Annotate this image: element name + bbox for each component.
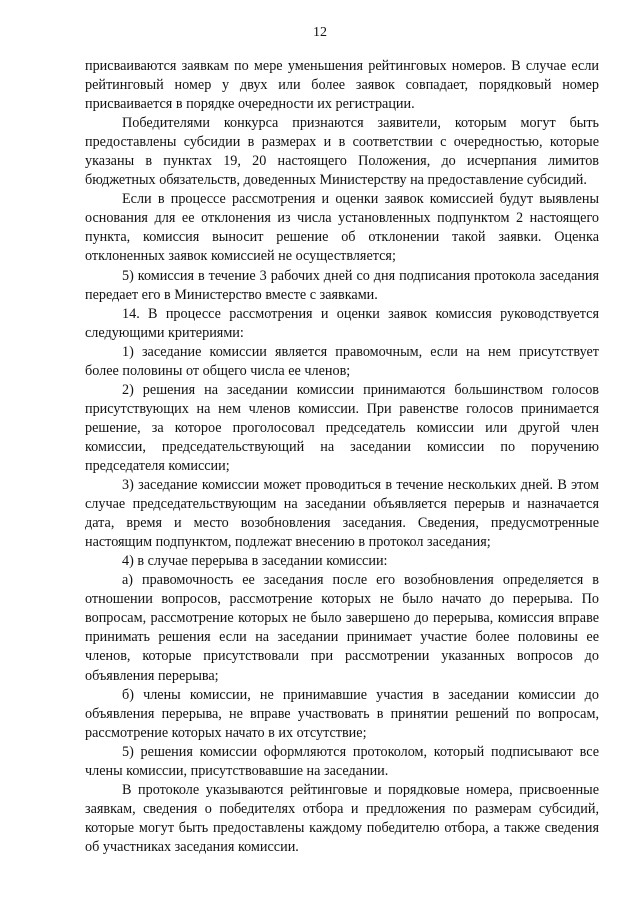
- paragraph: 2) решения на заседании комиссии принимаются большинством голосов присутствующих на нем членов комиссии. При равенстве голосов принимается решение, за которое проголосовал председатель комиссии или другой член комиссии, председательствующий на заседании комиссии по поручению председателя комиссии;: [85, 381, 599, 474]
- paragraph: 4) в случае перерыва в заседании комиссии:: [122, 553, 388, 570]
- paragraph: 5) решения комиссии оформляются протоколом, который подписывают все члены комиссии, присутствовавшие на заседании.: [85, 743, 599, 779]
- paragraph: Если в процессе рассмотрения и оценки заявок комиссией будут выявлены основания для ее отклонения из числа установленных подпунктом 2 настоящего пункта, комиссия выносит решение об отклонении такой заявки. Оценка отклоненных заявок комиссией не осуществляется;: [85, 191, 599, 265]
- paragraph: Победителями конкурса признаются заявители, которым могут быть предоставлены субсидии в размерах и в соответствии с очередностью, которые указаны в пунктах 19, 20 настоящего Положения, до исчерпания лимитов бюджетных обязательств, доведенных Министерству на предоставление субсидий.: [85, 115, 599, 189]
- paragraph: 14. В процессе рассмотрения и оценки заявок комиссия руководствуется следующими критериями:: [85, 305, 599, 341]
- paragraph: 3) заседание комиссии может проводиться в течение нескольких дней. В этом случае председательствующим на заседании объявляется перерыв и назначается дата, время и место возобновления заседания. Сведения, предусмотренные настоящим подпунктом, подлежат внесению в протокол заседания;: [85, 477, 599, 551]
- page-number: 12: [313, 25, 327, 40]
- paragraph: 1) заседание комиссии является правомочным, если на нем присутствует более половины от общего числа ее членов;: [85, 343, 599, 379]
- paragraph: б) члены комиссии, не принимавшие участия в заседании комиссии до объявления перерыва, не вправе участвовать в принятии решений по вопросам, рассмотрение которых начато в их отсутствие;: [85, 686, 599, 741]
- paragraph: присваиваются заявкам по мере уменьшения рейтинговых номеров. В случае если рейтинговый номер у двух или более заявок совпадает, порядковый номер присваивается в порядке очередности их регистрации.: [85, 58, 599, 113]
- paragraph: а) правомочность ее заседания после его возобновления определяется в отношении вопросов, рассмотрение которых не было начато до перерыва. По вопросам, рассмотрение которых не было завершено до перерыва, комиссия вправе принимать решения если на заседании принимает участие более половины ее членов, которые присутствовали при рассмотрении указанных вопросов до объявления перерыва;: [85, 572, 599, 684]
- paragraph: 5) комиссия в течение 3 рабочих дней со дня подписания протокола заседания передает его в Министерство вместе с заявками.: [85, 267, 599, 303]
- document-body: [85, 57, 599, 857]
- paragraph: В протоколе указываются рейтинговые и порядковые номера, присвоенные заявкам, сведения о победителях отбора и предложения по размерам субсидий, которые могут быть предоставлены каждому победителю отбора, а также сведения об участниках заседания комиссии.: [85, 781, 599, 855]
